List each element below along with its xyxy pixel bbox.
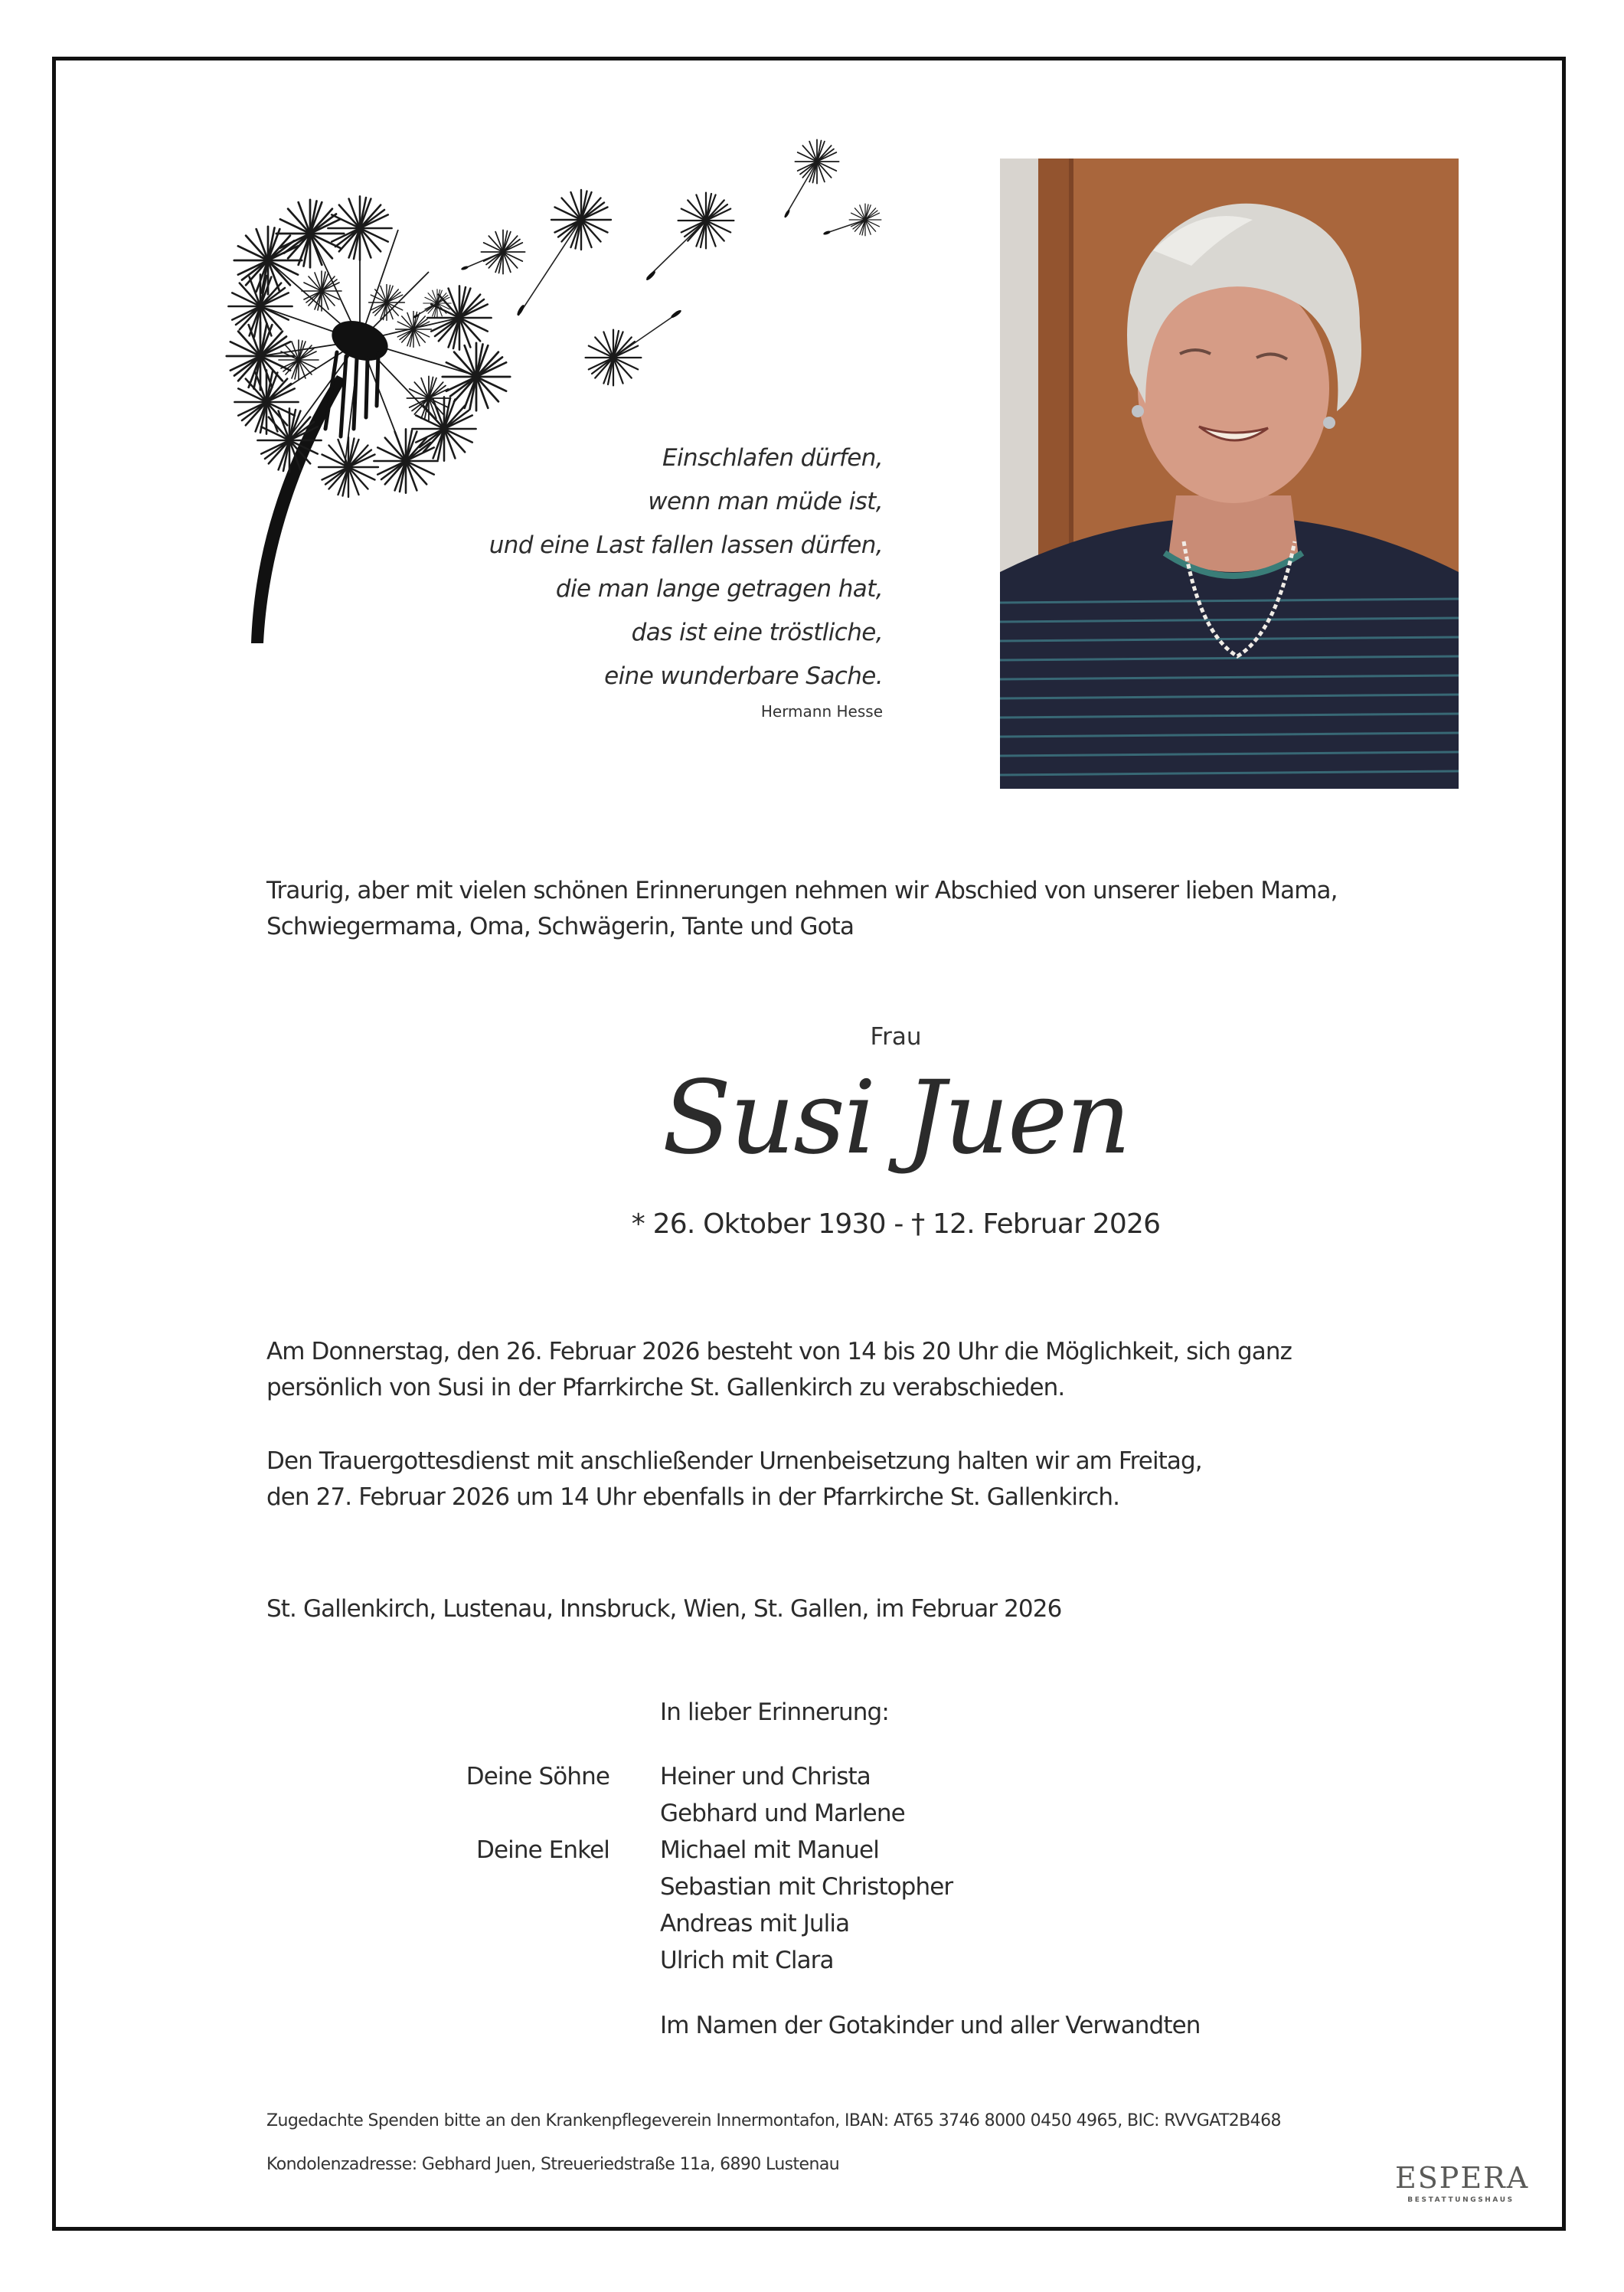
intro-text bbox=[266, 873, 1338, 945]
poem-line: und eine Last fallen lassen dürfen, bbox=[489, 531, 883, 559]
mourner-name: Michael mit Manuel bbox=[660, 1836, 879, 1864]
life-dates: * 26. Oktober 1930 - † 12. Februar 2026 bbox=[631, 1208, 1161, 1240]
poem bbox=[489, 436, 883, 723]
donation-note: Zugedachte Spenden bitte an den Krankenpflegeverein Innermontafon, IBAN: AT65 3746 8000 0450 4965, BIC: RVVGAT2B468 bbox=[266, 2111, 1281, 2130]
announcement-line: den 27. Februar 2026 um 14 Uhr ebenfalls in der Pfarrkirche St. Gallenkirch. bbox=[266, 1483, 1120, 1511]
mourners-closing: Im Namen der Gotakinder und aller Verwandten bbox=[660, 2012, 1201, 2039]
mourner-group-label: Deine Söhne bbox=[466, 1763, 609, 1790]
place-date: St. Gallenkirch, Lustenau, Innsbruck, Wien, St. Gallen, im Februar 2026 bbox=[266, 1595, 1062, 1623]
mourner-group-label: Deine Enkel bbox=[476, 1836, 609, 1864]
poem-line: das ist eine tröstliche, bbox=[631, 619, 883, 646]
poem-line: die man lange getragen hat, bbox=[555, 575, 883, 603]
poem-line: eine wunderbare Sache. bbox=[604, 662, 883, 690]
salutation: Frau bbox=[870, 1023, 922, 1051]
viewing-announcement bbox=[266, 1334, 1292, 1406]
announcement-line: Den Trauergottesdienst mit anschließender Urnenbeisetzung halten wir am Freitag, bbox=[266, 1447, 1202, 1475]
deceased-name: Susi Juen bbox=[662, 1059, 1130, 1177]
logo-name: ESPERA bbox=[1395, 2161, 1530, 2195]
mourner-name: Gebhard und Marlene bbox=[660, 1800, 905, 1827]
poem-line: wenn man müde ist, bbox=[648, 488, 883, 515]
portrait-image bbox=[1000, 159, 1459, 789]
mourner-name: Andreas mit Julia bbox=[660, 1910, 850, 1937]
announcement-line: Am Donnerstag, den 26. Februar 2026 besteht von 14 bis 20 Uhr die Möglichkeit, sich ganz bbox=[266, 1338, 1292, 1365]
mourner-name: Heiner und Christa bbox=[660, 1763, 871, 1790]
service-announcement bbox=[266, 1444, 1202, 1515]
condolence-address: Kondolenzadresse: Gebhard Juen, Streueriedstraße 11a, 6890 Lustenau bbox=[266, 2155, 840, 2174]
announcement-line: persönlich von Susi in der Pfarrkirche St. Gallenkirch zu verabschieden. bbox=[266, 1374, 1065, 1401]
mourners-intro: In lieber Erinnerung: bbox=[660, 1699, 889, 1726]
poem-author: Hermann Hesse bbox=[760, 702, 883, 721]
logo-subtitle: BESTATTUNGSHAUS bbox=[1407, 2196, 1515, 2204]
mourner-name: Ulrich mit Clara bbox=[660, 1947, 834, 1974]
mourner-name: Sebastian mit Christopher bbox=[660, 1873, 953, 1901]
intro-line: Schwiegermama, Oma, Schwägerin, Tante und Gota bbox=[266, 913, 854, 940]
funeral-home-logo bbox=[1395, 2161, 1530, 2204]
intro-line: Traurig, aber mit vielen schönen Erinnerungen nehmen wir Abschied von unserer lieben Mama, bbox=[266, 877, 1338, 904]
portrait-photo bbox=[1000, 159, 1459, 789]
poem-line: Einschlafen dürfen, bbox=[662, 444, 883, 472]
